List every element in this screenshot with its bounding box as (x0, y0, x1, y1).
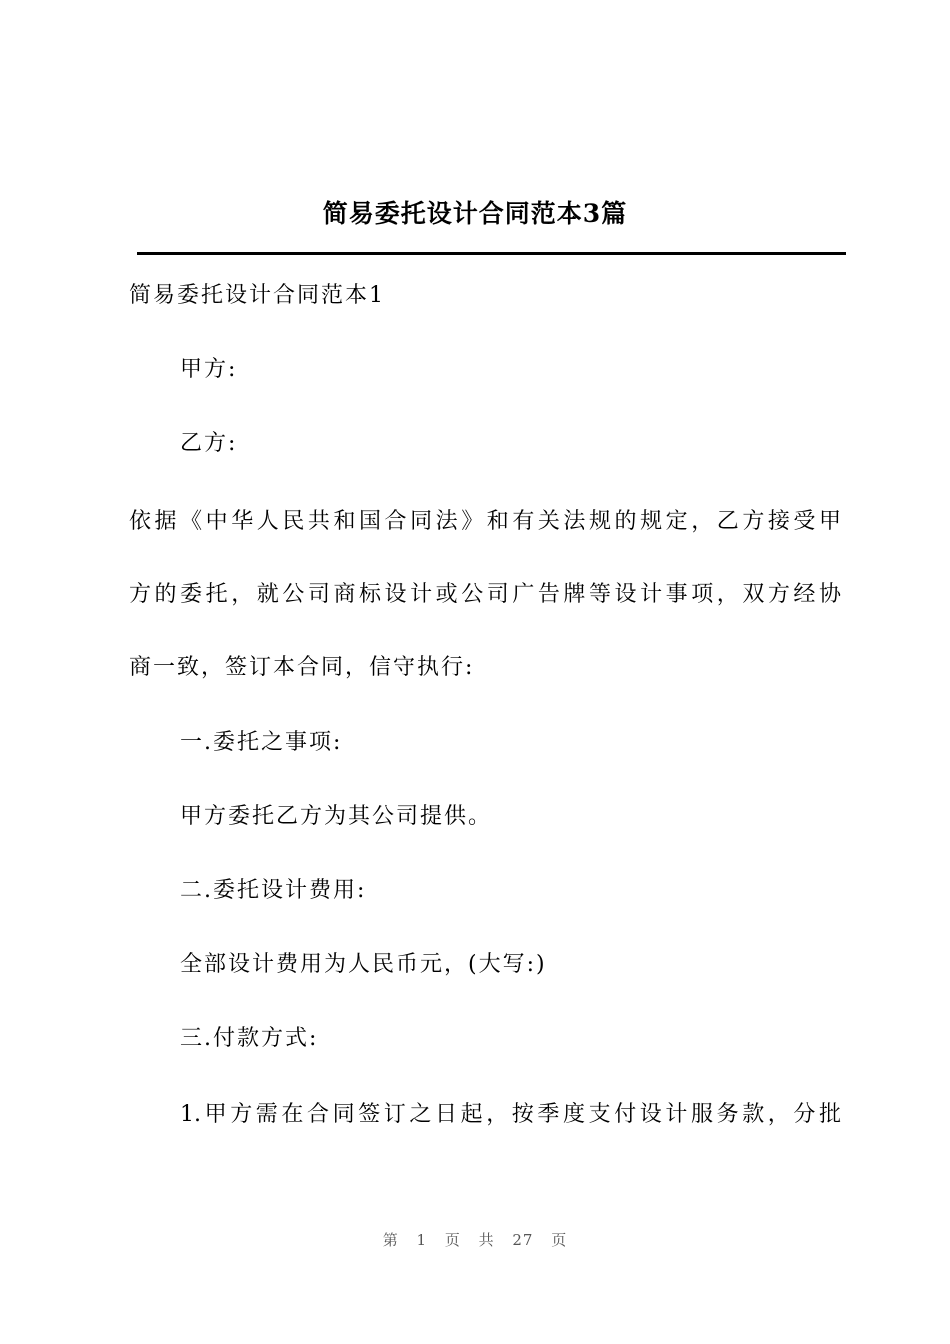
clause-2-heading: 二.委托设计费用: (180, 878, 367, 903)
clause-3-item-1: 1.甲方需在合同签订之日起，按季度支付设计服务款，分批 (180, 1102, 841, 1127)
page-number-footer: 第 1 页 共 27 页 (382, 1231, 568, 1249)
intro-line: 方的委托，就公司商标设计或公司广告牌等设计事项，双方经协 (129, 582, 841, 607)
party-a-label: 甲方: (180, 357, 238, 382)
document-title: 简易委托设计合同范本3篇 (322, 199, 628, 228)
clause-3-heading: 三.付款方式: (180, 1026, 319, 1051)
party-b-label: 乙方: (180, 431, 238, 456)
intro-line: 商一致，签订本合同，信守执行: (129, 655, 475, 680)
clause-1-body: 甲方委托乙方为其公司提供。 (180, 804, 493, 829)
intro-line: 依据《中华人民共和国合同法》和有关法规的规定，乙方接受甲 (129, 509, 841, 534)
clause-2-body: 全部设计费用为人民币元，(大写:) (180, 952, 547, 977)
section-heading: 简易委托设计合同范本1 (129, 283, 385, 308)
title-divider (137, 252, 846, 255)
clause-1-heading: 一.委托之事项: (180, 730, 343, 755)
